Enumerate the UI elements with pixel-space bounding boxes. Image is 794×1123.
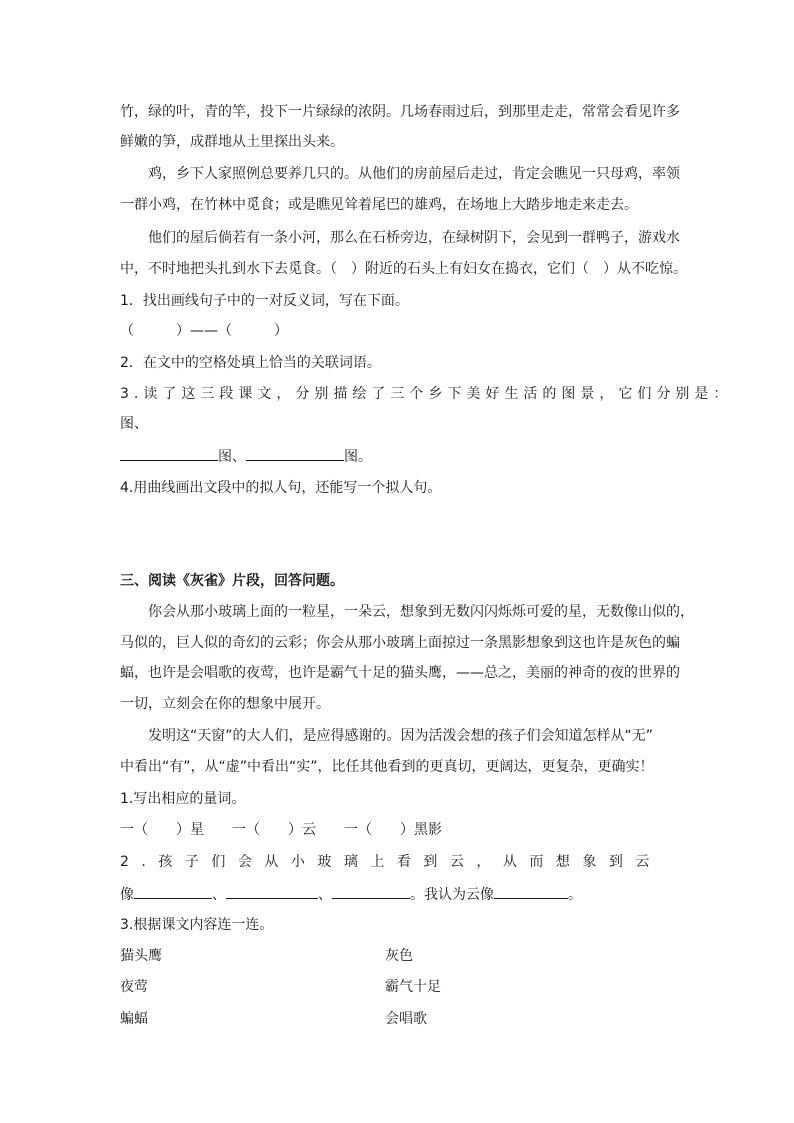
match-right-item[interactable]: 霸气十足 [385, 979, 441, 995]
match-left-item[interactable]: 蝙蝠 [120, 1011, 148, 1027]
q2-text: 。 [568, 887, 582, 903]
question-4: 4.用曲线画出文段中的拟人句，还能写一个拟人句。 [120, 480, 442, 496]
question-3-text: 3.读了这三段课文，分别描绘了三个乡下美好生活的图景，它们分别是： [120, 386, 733, 402]
section3-question-3: 3.根据课文内容连一连。 [120, 917, 274, 933]
match-row [120, 946, 676, 966]
passage1-line: 鲜嫩的笋，成群地从土里探出头来。 [120, 134, 344, 150]
q2-text: 、 [212, 887, 226, 903]
passage2-line: 发明这“天窗”的大人们，是应得感谢的。因为活泼会想的孩子们会知道怎样从“无” [148, 728, 654, 744]
match-right-item[interactable]: 灰色 [385, 948, 413, 964]
question-3-line-3 [120, 445, 676, 467]
passage2-line: 你会从那小玻璃上面的一粒星，一朵云，想象到无数闪闪烁烁可爱的星，无数像山似的， [148, 604, 694, 620]
passage1-line: 鸡，乡下人家照例总要养几只的。从他们的房前屋后走过，肯定会瞧见一只母鸡，率领 [148, 166, 680, 182]
passage2-line: 蝠，也许是会唱歌的夜莺，也许是霸气十足的猫头鹰，——总之，美丽的神奇的夜的世界的 [120, 665, 680, 681]
match-row [120, 977, 676, 997]
section3-question-2-line-2 [120, 883, 676, 905]
answer-blank[interactable] [120, 445, 218, 461]
match-left-item[interactable]: 猫头鹰 [120, 948, 162, 964]
passage2-line: 一切，立刻会在你的想象中展开。 [120, 696, 330, 712]
q2-text: 、 [318, 887, 332, 903]
answer-blank[interactable] [226, 883, 318, 899]
answer-blank[interactable] [246, 445, 344, 461]
passage1-line: 竹，绿的叶，青的竿，投下一片绿绿的浓阴。几场春雨过后，到那里走走，常常会看见许多 [120, 104, 680, 120]
q2-text: 像 [120, 887, 134, 903]
answer-blank[interactable] [494, 883, 568, 899]
question-3-text-a: 图、 [218, 449, 246, 465]
passage1-line: 一群小鸡，在竹林中觅食；或是瞧见耸着尾巴的雄鸡，在场地上大踏步地走来走去。 [120, 197, 638, 213]
section-heading: 三、阅读《灰雀》片段，回答问题。 [120, 573, 344, 589]
passage1-line: 他们的屋后倘若有一条小河，那么在石桥旁边，在绿树阴下，会见到一群鸭子，游戏水 [148, 230, 680, 246]
question-3 [120, 384, 733, 404]
q2-text: 。我认为云像 [410, 887, 494, 903]
match-right-item[interactable]: 会唱歌 [385, 1011, 427, 1027]
passage2-line: 马似的，巨人似的奇幻的云彩；你会从那小玻璃上面掠过一条黑影想象到这也许是灰色的蝙 [120, 635, 680, 651]
match-left-item[interactable]: 夜莺 [120, 979, 148, 995]
section3-question-1: 1.写出相应的量词。 [120, 791, 246, 807]
section3-question-2: 2.孩子们会从小玻璃上看到云，从而想象到云 [120, 854, 662, 870]
answer-blank[interactable] [332, 883, 410, 899]
section3-question-1-answer: 一（ ）星 一（ ）云 一（ ）黑影 [120, 822, 442, 838]
answer-blank[interactable] [134, 883, 212, 899]
match-row [120, 1009, 676, 1029]
passage2-line: 中看出“有”，从“虚”中看出“实”，比任其他看到的更真切，更阔达，更复杂，更确实！ [120, 759, 654, 775]
question-3-text-b: 图。 [344, 449, 372, 465]
question-1-answer: （ ）——（ ） [120, 323, 288, 339]
question-3-line-2: 图、 [120, 416, 148, 432]
passage1-line: 中，不时地把头扎到水下去觅食。（ ）附近的石头上有妇女在捣衣，它们（ ）从不吃惊。 [120, 261, 687, 277]
question-2: 2．在文中的空格处填上恰当的关联词语。 [120, 355, 381, 371]
question-1: 1．找出画线句子中的一对反义词，写在下面。 [120, 293, 409, 309]
